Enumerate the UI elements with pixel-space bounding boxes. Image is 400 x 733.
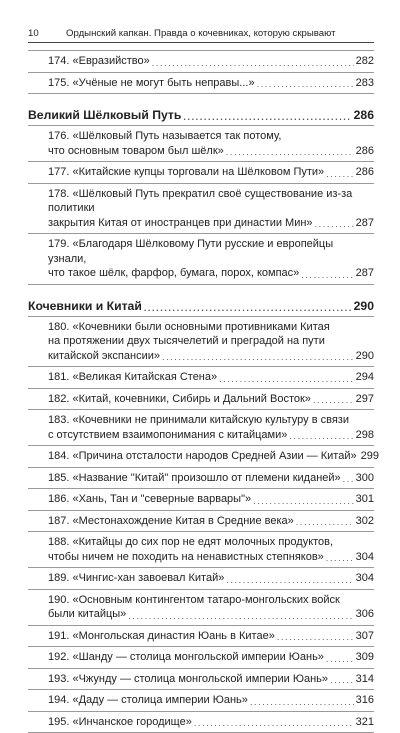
toc-entry-192: 192. «Шанду — столица монгольской империи Юань» ..... 309 (28, 647, 374, 669)
toc-entry-187: 187. «Местонахождение Китая в Средние века» ..... 302 (28, 511, 374, 533)
toc-entry-186: 186. «Хань, Тан и "северные варвары"» ..... 301 (28, 489, 374, 511)
toc-entry-185: 185. «Название "Китай" произошло от племени киданей» ..... 300 (28, 468, 374, 490)
toc-entry-176: 176. «Шёлковый Путь называется так потому, что основным товаром был шёлк» ..... 286 (28, 125, 374, 162)
toc-entry-182: 182. «Китай, кочевники, Сибирь и Дальний Восток» ..... 297 (28, 389, 374, 411)
page-number: 10 (28, 28, 39, 40)
toc-entry-181: 181. «Великая Китайская Стена» ..... 294 (28, 367, 374, 389)
toc-entry-194: 194. «Даду — столица империи Юань» ..... 316 (28, 690, 374, 712)
toc-entry-193: 193. «Чжунду — столица монгольской империи Юань» ..... 314 (28, 669, 374, 691)
running-head (28, 28, 374, 43)
toc-entry-179: 179. «Благодаря Шёлковому Пути русские и европейцы узнали, что такое шёлк, фарфор, бумага, порох, компас» ..... 287 (28, 234, 374, 285)
section-silk-entries (28, 125, 374, 285)
book-title: Ордынский капкан. Правда о кочевниках, которую скрывают (66, 28, 335, 40)
toc-entry-188: 188. «Китайцы до сих пор не едят молочных продуктов, чтобы ничем не походить на ненавистных степняков» ..... 304 (28, 532, 374, 568)
toc-entry-190: 190. «Основным контингентом татаро-монгольских войск были китайцы» ..... 306 (28, 590, 374, 626)
toc-entry-174: 174. «Евразийство» ..... 282 (28, 50, 374, 73)
toc-entry-177: 177. «Китайские купцы торговали на Шёлковом Пути» ..... 286 (28, 162, 374, 184)
toc-entry-180: 180. «Кочевники были основными противниками Китая на протяжении двух тысячелетий и преградой на пути китайской экспансии» ..... 290 (28, 316, 374, 368)
toc-entry-178: 178. «Шёлковый Путь прекратил своё существование из-за политики закрытия Китая от иностранцев при династии Мин» ..... 287 (28, 184, 374, 235)
table-of-contents (28, 50, 374, 733)
section-china-entries (28, 316, 374, 733)
toc-entry-184: 184. «Причина отсталости народов Средней Азии — Китай» 299 (28, 446, 374, 468)
toc-entry-175: 175. «Учёные не могут быть неправы...» ..... 283 (28, 73, 374, 95)
section-heading-nomads-china: Кочевники и Китай ..... 290 (28, 293, 374, 316)
toc-entry-189: 189. «Чингис-хан завоевал Китай» ..... 304 (28, 568, 374, 590)
toc-entry-183: 183. «Кочевники не принимали китайскую культуру в связи с отсутствием взаимопонимания с китайцами» ..... 298 (28, 410, 374, 446)
section-heading-silk-road: Великий Шёлковый Путь ..... 286 (28, 102, 374, 125)
toc-entry-191: 191. «Монгольская династия Юань в Китае» ..... 307 (28, 626, 374, 648)
toc-entry-195: 195. «Инчанское городище» ..... 321 (28, 712, 374, 733)
